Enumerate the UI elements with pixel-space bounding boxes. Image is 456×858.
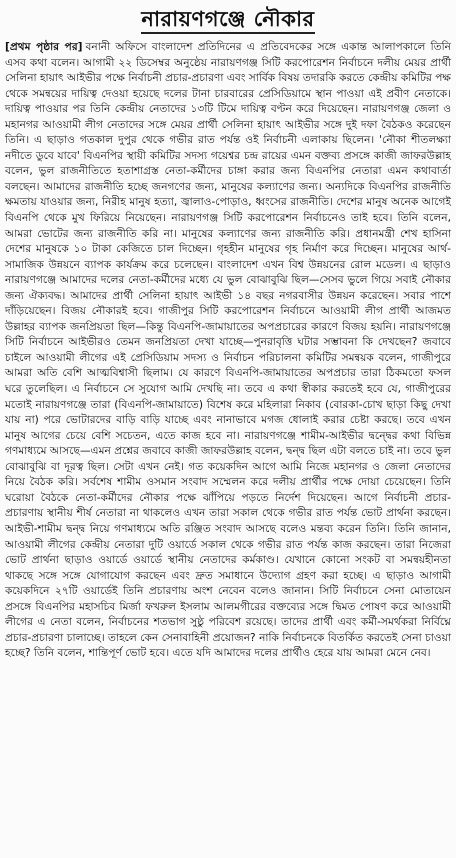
article-body (5, 40, 451, 662)
article-text: বনানী অফিসে বাংলাদেশ প্রতিদিনের এ প্রতিবেদকের সঙ্গে একান্ত আলাপকালে তিনি এসব কথা বলেন। আগামী ২২ ডিসেম্বর অনুষ্ঠেয় নারায়ণগঞ্জ সিটি করপোরেশন নির্বাচনে দলীয় মেয়র প্রার্থী সেলিনা হায়াৎ আইভীর পক্ষে নির্বাচনী প্রচার-প্রচারণা এবং সার্বিক বিষয় তদারকি করতে কেন্দ্রীয় কমিটির পক্ষ থেকে সমন্বয়ের দায়িত্ব দেওয়া হয়েছে দলের টানা চারবারের প্রেসিডিয়ামে স্থান পাওয়া এই প্রবীণ নেতাকে। দায়িত্ব পাওয়ার পর তিনি কেন্দ্রীয় নেতাদের ১৩টি টিমে দায়িত্ব বণ্টন করে দিয়েছেন। নারায়ণগঞ্জ জেলা ও মহানগর আওয়ামী লীগ নেতাদের সঙ্গে মেয়র প্রার্থী সেলিনা হায়াৎ আইভীর সঙ্গে দুই দফা বৈঠকও করেছেন তিনি। এ ছাড়াও গতকাল দুপুর থেকে গভীর রাত পর্যন্ত ওই নির্বাচনী এলাকায় ছিলেন। 'নৌকা শীতলক্ষ্যা নদীতে ডুবে যাবে' বিএনপির স্থায়ী কমিটির সদস্য গয়েশ্বর চন্দ্র রায়ের এমন বক্তব্য প্রসঙ্গে কাজী জাফরউল্লাহ বলেন, ভুল রাজনীতিতে হতাশাগ্রস্ত নেতা-কর্মীদের চাঙ্গা করার জন্য বিএনপির নেতারা এমন কথাবার্তা বলছেন। আমাদের রাজনীতি হচ্ছে জনগণের জন্য, মানুষের কল্যাণের জন্য। অন্যদিকে বিএনপির রাজনীতি ক্ষমতায় যাওয়ার জন্য, নিরীহ মানুষ হত্যা, জ্বালাও-পোড়াও, ধ্বংসের রাজনীতি। দেশের মানুষ অনেক আগেই বিএনপি থেকে মুখ ফিরিয়ে নিয়েছেন। নারায়ণগঞ্জ সিটি করপোরেশন নির্বাচনেও তাই হবে। তিনি বলেন, আমরা ভোটের জন্য রাজনীতি করি না। মানুষের কল্যাণের জন্য রাজনীতি করি। প্রধানমন্ত্রী শেখ হাসিনা দেশের মানুষকে ১০ টাকা কেজিতে চাল দিচ্ছেন। গৃহহীন মানুষের গৃহ নির্মাণ করে দিচ্ছেন। মানুষের আর্থ-সামাজিক উন্নয়নে ব্যাপক কার্যক্রম করে চলেছেন। বাংলাদেশ এখন বিশ্ব উন্নয়নের রোল মডেল। এ ছাড়াও নারায়ণগঞ্জে আমাদের দলের নেতা-কর্মীদের মধ্যে যে ভুল বোঝাবুঝি ছিল—সেসব ভুলে গিয়ে সবাই নৌকার জন্য ঐক্যবদ্ধ। আমাদের প্রার্থী সেলিনা হায়াৎ আইভী ১৪ বছর নগরবাসীর উন্নয়ন করেছেন। সবার পাশে দাঁড়িয়েছেন। বিজয় নৌকারই হবে। গাজীপুর সিটি করপোরেশন নির্বাচনে আওয়ামী লীগ প্রার্থী আজমত উল্লাহর ব্যাপক জনপ্রিয়তা ছিল—কিন্তু বিএনপি-জামায়াতের অপপ্রচারের কারণে বিজয় হয়নি। নারায়ণগঞ্জে সিটি নির্বাচনে আইভীরও তেমন জনপ্রিয়তা দেখা যাচ্ছে—পুনরাবৃত্তি ঘটার সম্ভাবনা কি দেখছেন? জবাবে চাইলে আওয়ামী লীগের এই প্রেসিডিয়াম সদস্য ও নির্বাচন পরিচালনা কমিটির সমন্বয়ক বলেন, গাজীপুরে আমরা অতি বেশি আত্মবিশ্বাসী ছিলাম। যে কারণে বিএনপি-জামায়াতের অপপ্রচার তারা ঠিকমতো ফসল ঘরে তুলেছিল। এ নির্বাচনে সে সুযোগ আমি দেখছি না। তবে এ কথা স্বীকার করতেই হবে যে, গাজীপুরের মতোই নারায়ণগঞ্জে তারা (বিএনপি-জামায়াতে) বিশেষ করে মহিলারা নিকাব (বোরকা-চোখ ছাড়া কিছু দেখা যায় না) পরে ভোটারদের বাড়ি বাড়ি যাচ্ছে এবং নানাভাবে মগজ ধোলাই করার চেষ্টা করছে। তবে এখন মানুষ আগের চেয়ে বেশি সচেতন, এতে কাজ হবে না। নারায়ণগঞ্জে শামীম-আইভীর দ্বন্দ্বের কথা বিভিন্ন গণমাধ্যমে আসছে—এমন প্রশ্নের জবাবে কাজী জাফরউল্লাহ বলেন, দ্বন্দ্ব ছিল এটা বলতে চাই না। তবে ভুল বোঝাবুঝি বা দূরত্ব ছিল। সেটা এখন নেই। গত কয়েকদিন আগে আমি নিজে মহানগর ও জেলা নেতাদের নিয়ে বৈঠক করি। সর্বশেষ শামীম ওসমান সংবাদ সম্মেলন করে দলীয় প্রার্থীর পক্ষে দোয়া চেয়েছেন। তিনি ঘরোয়া বৈঠকে নেতা-কর্মীদের নৌকার পক্ষে ঝাঁপিয়ে পড়তে নির্দেশ দিয়েছেন। আগে নির্বাচনী প্রচার-প্রচারণায় স্থানীয় শীর্ষ নেতারা না থাকলেও এখন তারা সকাল থেকে গভীর রাত পর্যন্ত ভোট প্রার্থনা করছেন। আইভী-শামীম দ্বন্দ্ব নিয়ে গণমাধ্যমে অতি রঞ্জিত সংবাদ আসছে বলেও মন্তব্য করেন তিনি। তিনি জানান, আওয়ামী লীগের কেন্দ্রীয় নেতারা দুটি ওয়ার্ডে সকাল থেকে গভীর রাত পর্যন্ত কাজ করছেন। তারা নিজেরা ভোট প্রার্থনা ছাড়াও ওয়ার্ডে ওয়ার্ডে স্থানীয় নেতাদের কর্মকাণ্ড। যেখানে কোনো সংকট বা সমন্বয়হীনতা থাকছে সঙ্গে সঙ্গে যোগাযোগ করছেন এবং দ্রুত সমাধানে উদ্যোগ গ্রহণ করা হচ্ছে। এ ছাড়াও আগামী কয়েকদিনে ২৭টি ওয়ার্ডেই তিনি প্রচারণায় অংশ নেবেন বলেও জানান। সিটি নির্বাচনে সেনা মোতায়েন প্রসঙ্গে বিএনপির মহাসচিব মির্জা ফখরুল ইসলাম আলমগীরের বক্তব্যের সঙ্গে দ্বিমত পোষণ করে আওয়ামী লীগের এ নেতা বলেন, নির্বাচনের শতভাগ সুষ্ঠু পরিবেশ রয়েছে। তাদের প্রার্থী এবং কর্মী-সমর্থকরা নির্বিঘ্নে প্রচার-প্রচারণা চালাচ্ছে। তাহলে কেন সেনাবাহিনী প্রয়োজন? নাকি নির্বাচনকে বিতর্কিত করতেই সেনা চাওয়া হচ্ছে? তিনি বলেন, শান্তিপূর্ণ ভোট হবে। এতে যদি আমাদের দলের প্রার্থীও হেরে যায় আমরা মেনে নেব। (5, 41, 451, 660)
headline-wrap (5, 6, 451, 36)
continuation-label: [প্রথম পৃষ্ঠার পর] (5, 41, 83, 53)
headline: নারায়ণগঞ্জে নৌকার (141, 6, 314, 34)
